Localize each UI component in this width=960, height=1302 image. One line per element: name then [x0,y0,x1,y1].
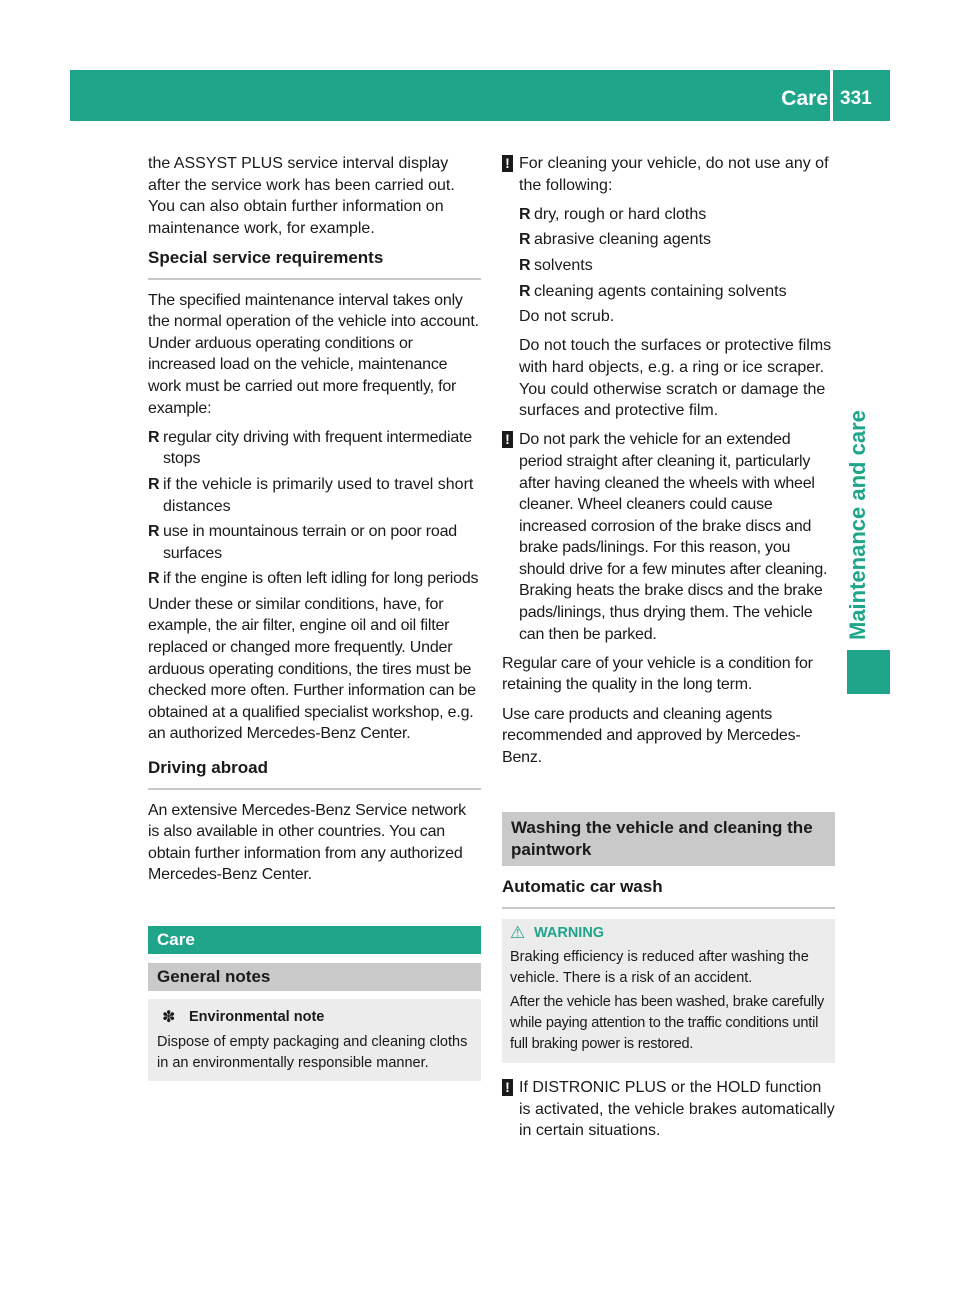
right-column [502,153,835,1149]
distronic-caution [502,1077,835,1142]
list-item: ▶ R abrasive cleaning agents [519,229,835,251]
washing-section-band: Washing the vehicle and cleaning the paintwork [502,812,835,866]
list-item: ▶ R solvents [519,255,835,277]
distronic-caution-text: If DISTRONIC PLUS or the HOLD function is activated, the vehicle brakes automatically in certain situations. [519,1079,835,1140]
side-tab-marker [847,650,890,694]
header-separator [830,70,833,121]
environment-icon: ✽ [162,1009,176,1026]
list-item: ▶ R cleaning agents containing solvents [519,281,835,303]
parking-caution [502,429,835,645]
header-band [70,70,890,121]
bullet-icon: ▶ R [519,205,531,223]
care-section-band: Care [148,926,481,954]
regular-care-paragraph: Regular care of your vehicle is a condition for retaining the quality in the long term. [502,654,813,694]
list-item: ▶ R use in mountainous terrain or on poor road surfaces [148,521,481,564]
do-not-scrub-text: Do not scrub. [519,308,615,326]
cleaning-avoid-list [519,204,835,302]
list-item: ▶ R if the vehicle is primarily used to travel short distances [148,474,481,517]
do-not-touch-text: Do not touch the surfaces or protective films with hard objects, e.g. a ring or ice scraper. You could otherwise scratch or damage the surfaces and protective film. [519,337,832,420]
page-number: 331 [840,88,872,109]
exclamation-icon: ! [502,1079,513,1096]
cleaning-caution-text: For cleaning your vehicle, do not use any of the following: [519,155,829,194]
exclamation-icon: ! [502,155,513,172]
warning-box [502,919,835,1063]
bullet-icon: ▶ R [148,570,160,588]
cleaning-caution [502,153,835,422]
driving-abroad-paragraph: An extensive Mercedes-Benz Service network is also available in other countries. You can obtain further information from any authorized Mercedes-Benz Center. [148,801,466,884]
header-section-title: Care [781,87,828,110]
list-item: ▶ R if the engine is often left idling for long periods [148,568,481,590]
special-requirements-paragraph: The specified maintenance interval takes only the normal operation of the vehicle into account. Under arduous operating conditions or increased load on the vehicle, maintenance work must be carried out more frequently, for example: [148,291,479,417]
bullet-icon: ▶ R [148,475,160,493]
bullet-icon: ▶ R [148,428,160,446]
special-requirements-list [148,427,481,590]
bullet-icon: ▶ R [519,231,531,249]
bullet-icon: ▶ R [519,282,531,300]
special-requirements-after: Under these or similar conditions, have, for example, the air filter, engine oil and oil filter replaced or changed more frequently. Under arduous operating conditions, the tires must be checked more often. Further information can be obtained at a qualified specialist workshop, e.g. an authorized Mercedes-Benz Center. [148,595,476,743]
automatic-car-wash-heading: Automatic car wash [502,876,835,909]
driving-abroad-heading: Driving abroad [148,757,481,790]
warning-text-2: After the vehicle has been washed, brake carefully while paying attention to the traffic conditions until full braking power is restored. [510,994,825,1052]
left-column [148,153,481,1081]
list-item: ▶ R dry, rough or hard cloths [519,204,835,226]
environmental-note-title: ✽ Environmental note [162,1009,325,1026]
bullet-icon: ▶ R [148,523,160,541]
bullet-icon: ▶ R [519,256,531,274]
intro-paragraph: the ASSYST PLUS service interval display after the service work has been carried out. You can also obtain further information on maintenance work, for example. [148,155,455,237]
side-tab-label: Maintenance and care [845,410,870,640]
warning-triangle-icon: ⚠ [510,923,526,942]
parking-caution-text: Do not park the vehicle for an extended period straight after cleaning it, particularly after having cleaned the wheels with wheel cleaner. Wheel cleaners could cause increased corrosion of the brake discs and brake pads/linings. For this reason, you should drive for a few minutes after cleaning. Braking heats the brake discs and the brake pads/linings, thus drying them. The vehicle can then be parked. [519,431,828,643]
environmental-note-text: Dispose of empty packaging and cleaning cloths in an environmentally responsible manner. [157,1034,468,1071]
general-notes-band: General notes [148,963,481,991]
list-item: ▶ R regular city driving with frequent intermediate stops [148,427,481,470]
exclamation-icon: ! [502,431,513,448]
special-requirements-heading: Special service requirements [148,247,481,280]
care-products-paragraph: Use care products and cleaning agents recommended and approved by Mercedes-Benz. [502,705,801,766]
warning-title: ⚠ WARNING [510,923,605,942]
environmental-note [148,999,481,1081]
warning-text-1: Braking efficiency is reduced after washing the vehicle. There is a risk of an accident. [510,949,809,986]
